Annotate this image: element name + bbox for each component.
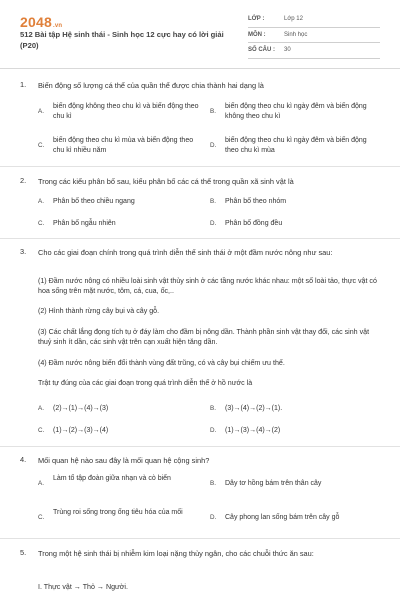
question-number: 3. [20, 247, 27, 256]
page-title: 512 Bài tập Hệ sinh thái - Sinh học 12 cực hay có lời giải (P20) [20, 30, 224, 50]
question-text: Biến động số lượng cá thể của quần thể được chia thành hai dạng là [38, 81, 264, 90]
option-text: Phân bố theo chiều ngang [53, 198, 135, 205]
option-text: (1)→(2)→(3)→(4) [53, 427, 109, 434]
meta-row-class [248, 12, 380, 28]
option-letter: A. [38, 198, 44, 205]
option-text: Phân bố theo nhóm [225, 198, 287, 205]
option-letter: A. [38, 480, 44, 487]
question-paragraph: Trật tự đúng của các giai đoạn trong quá trình diễn thế ở hồ nước là [38, 379, 253, 387]
meta-label: SỐ CÂU : [248, 47, 275, 54]
logo-suffix: .vn [52, 23, 63, 29]
option-letter: D. [210, 220, 217, 227]
option-letter: B. [210, 108, 216, 115]
option-letter: C. [38, 142, 45, 149]
option-text: (2)→(1)→(4)→(3) [53, 405, 109, 412]
option-letter: B. [210, 198, 216, 205]
question-number: 2. [20, 176, 27, 185]
header-divider [0, 68, 400, 69]
option-letter: B. [210, 405, 216, 412]
option-text: Làm tổ tập đoàn giữa nhạn và cò biển [53, 475, 171, 482]
option-text: biến động theo chu kì mùa và biến động theo chu kì nhiều năm [53, 137, 194, 154]
option-text: Phân bố đồng đều [225, 220, 283, 227]
option-text: biến động theo chu kì ngày đêm và biến động theo chu kì mùa [225, 137, 367, 154]
question-paragraph: (3) Các chất lắng đọng tích tụ ở đáy làm cho đầm bị nông dần. Thành phần sinh vật thay đổi, các sinh vật thuỷ sinh ít dần, các sinh vật trên cạn xuất hiện tăng dần. [38, 328, 370, 347]
site-logo[interactable] [20, 14, 62, 30]
divider [0, 446, 400, 447]
meta-row-subject [248, 28, 380, 44]
option-text: Trùng roi sống trong ống tiêu hóa của mối [53, 509, 183, 516]
option-letter: A. [38, 108, 44, 115]
question-paragraph: (1) Đầm nước nông có nhiều loài sinh vật thủy sinh ở các tầng nước khác nhau: một số loài tảo, thực vật có hoa sống trên mặt nước, tôm, cá, cua, ốc,.. [38, 277, 377, 296]
question-number: 1. [20, 80, 27, 89]
question-number: 4. [20, 455, 27, 464]
option-letter: B. [210, 480, 216, 487]
question-paragraph: (4) Đầm nước nông biến đổi thành vùng đất trũng, có và cây bụi chiếm ưu thế. [38, 359, 285, 367]
option-letter: A. [38, 405, 44, 412]
meta-value: Sinh học [284, 31, 308, 38]
question-text: Trong các kiểu phân bố sau, kiểu phân bố các cá thể trong quần xã sinh vật là [38, 177, 294, 186]
question-text: Trong một hệ sinh thái bị nhiễm kim loại nặng thủy ngân, cho các chuỗi thức ăn sau: [38, 549, 314, 558]
meta-label: LỚP : [248, 16, 265, 23]
question-text: Mối quan hệ nào sau đây là mối quan hệ cộng sinh? [38, 456, 210, 465]
meta-value: 30 [284, 47, 291, 54]
page-header [0, 0, 400, 68]
meta-table [248, 12, 380, 59]
option-letter: D. [210, 427, 217, 434]
option-text: (3)→(4)→(2)→(1). [225, 405, 283, 412]
meta-value: Lớp 12 [284, 16, 303, 23]
meta-row-count [248, 43, 380, 59]
logo-text: 2048 [20, 14, 52, 30]
option-text: biến động không theo chu kì và biến động theo chu kì [53, 103, 199, 120]
question-text: Cho các giai đoạn chính trong quá trình diễn thế sinh thái ở một đầm nước nông như sau: [38, 248, 333, 257]
divider [0, 166, 400, 167]
option-letter: D. [210, 142, 217, 149]
option-text: (1)→(3)→(4)→(2) [225, 427, 281, 434]
question-number: 5. [20, 548, 27, 557]
option-text: Dây tơ hồng bám trên thân cây [225, 480, 322, 487]
option-letter: C. [38, 427, 45, 434]
divider [0, 238, 400, 239]
meta-label: MÔN : [248, 31, 266, 38]
divider [0, 538, 400, 539]
option-text: Cây phong lan sống bám trên cây gỗ [225, 514, 340, 521]
option-text: biến động theo chu kì ngày đêm và biến động không theo chu kì [225, 103, 367, 120]
question-paragraph: (2) Hình thành rừng cây bụi và cây gỗ. [38, 307, 160, 315]
option-letter: D. [210, 514, 217, 521]
question-paragraph: I. Thực vật → Thỏ → Người. [38, 583, 128, 591]
option-letter: C. [38, 220, 45, 227]
option-text: Phân bố ngẫu nhiên [53, 220, 116, 227]
option-letter: C. [38, 514, 45, 521]
